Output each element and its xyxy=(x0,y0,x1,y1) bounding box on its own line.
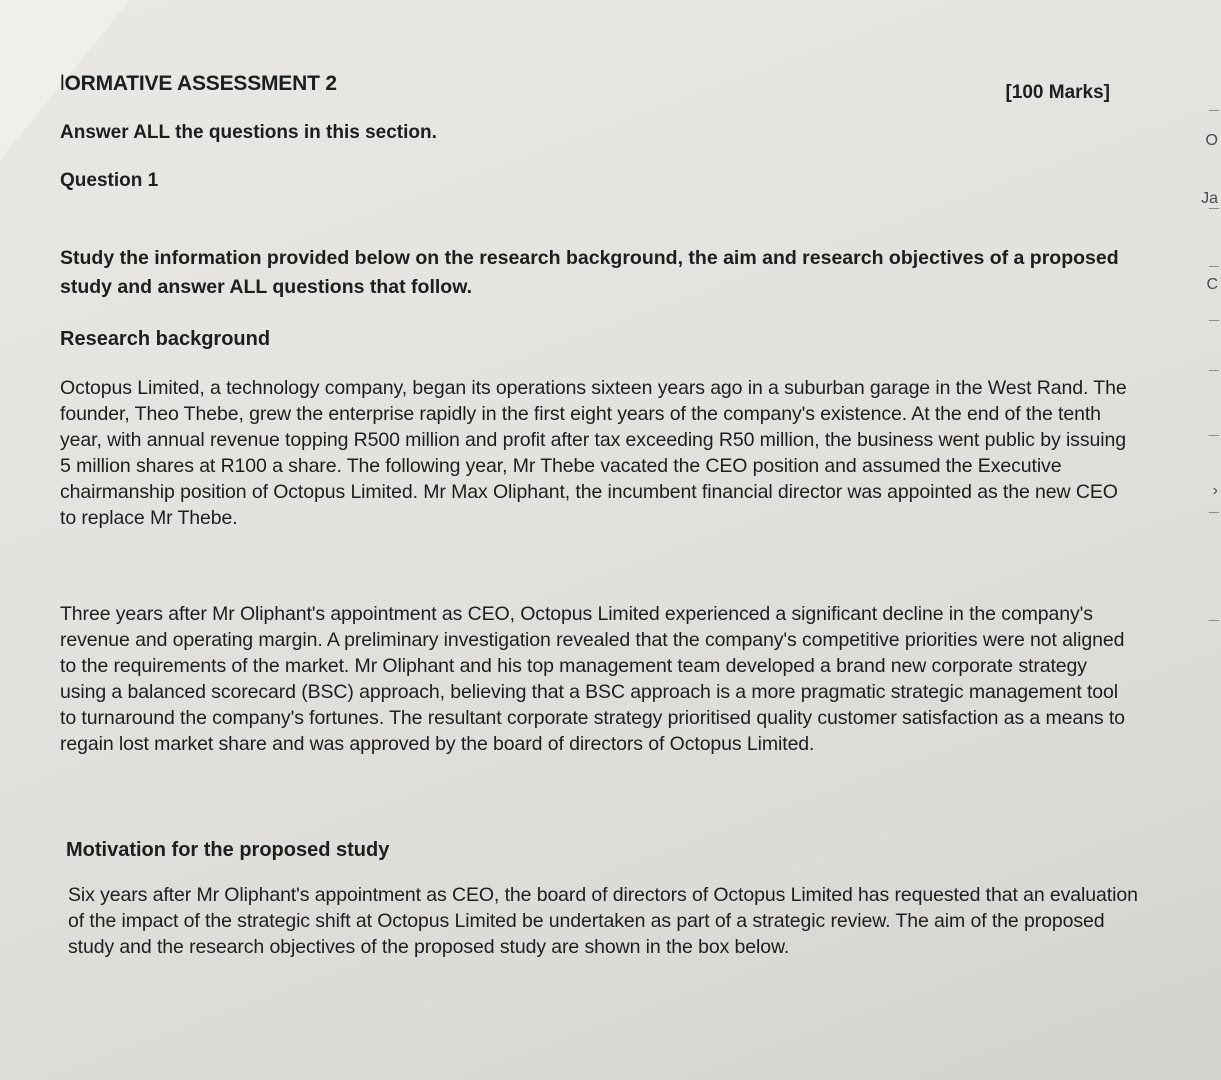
motivation-paragraph: Six years after Mr Oliphant's appointment as CEO, the board of directors of Octopus Limited has requested that an evaluation of the impact of the strategic shift at Octopus Limited be undertaken as part of a strategic review. The aim of the proposed study and the research objectives of the proposed study are shown in the box below. xyxy=(68,884,1138,958)
edge-fragment: › xyxy=(1212,482,1218,499)
total-marks: [100 Marks] xyxy=(1005,82,1110,103)
document-content xyxy=(60,68,1138,960)
assessment-header xyxy=(60,68,1130,108)
research-background-paragraph-1: Octopus Limited, a technology company, began its operations sixteen years ago in a suburban garage in the West Rand. The founder, Theo Thebe, grew the enterprise rapidly in the first eight years of the company's existence. At the end of the tenth year, with annual revenue topping R500 million and profit after tax exceeding R50 million, the business went public by issuing 5 million shares at R100 a share. The following year, Mr Thebe vacated the CEO position and assumed the Executive chairmanship position of Octopus Limited. Mr Max Oliphant, the incumbent financial director was appointed as the new CEO to replace Mr Thebe. xyxy=(60,377,1127,529)
research-background-paragraph-2: Three years after Mr Oliphant's appointment as CEO, Octopus Limited experienced a significant decline in the company's revenue and operating margin. A preliminary investigation revealed that the company's competitive priorities were not aligned to the requirements of the market. Mr Oliphant and his top management team developed a brand new corporate strategy using a balanced scorecard (BSC) approach, believing that a BSC approach is a more pragmatic strategic management tool to turnaround the company's fortunes. The resultant corporate strategy prioritised quality customer satisfaction as a means to regain lost market share and was approved by the board of directors of Octopus Limited. xyxy=(60,603,1125,755)
motivation-heading: Motivation for the proposed study xyxy=(66,839,390,861)
question-label: Question 1 xyxy=(60,170,159,191)
adjacent-page-edge xyxy=(1199,80,1221,600)
assessment-title xyxy=(60,72,337,96)
edge-fragment: C xyxy=(1206,276,1218,293)
edge-fragment: Ja xyxy=(1201,190,1218,207)
answer-all-instruction: Answer ALL the questions in this section. xyxy=(60,122,437,143)
edge-fragment: O xyxy=(1205,132,1218,149)
assessment-title-text: ORMATIVE ASSESSMENT 2 xyxy=(64,72,337,95)
research-background-heading: Research background xyxy=(60,328,271,350)
study-instruction: Study the information provided below on the research background, the aim and research objectives of a proposed study and answer ALL questions that follow. xyxy=(60,247,1119,298)
title-prefix-glyph: Ɩ xyxy=(60,72,65,95)
